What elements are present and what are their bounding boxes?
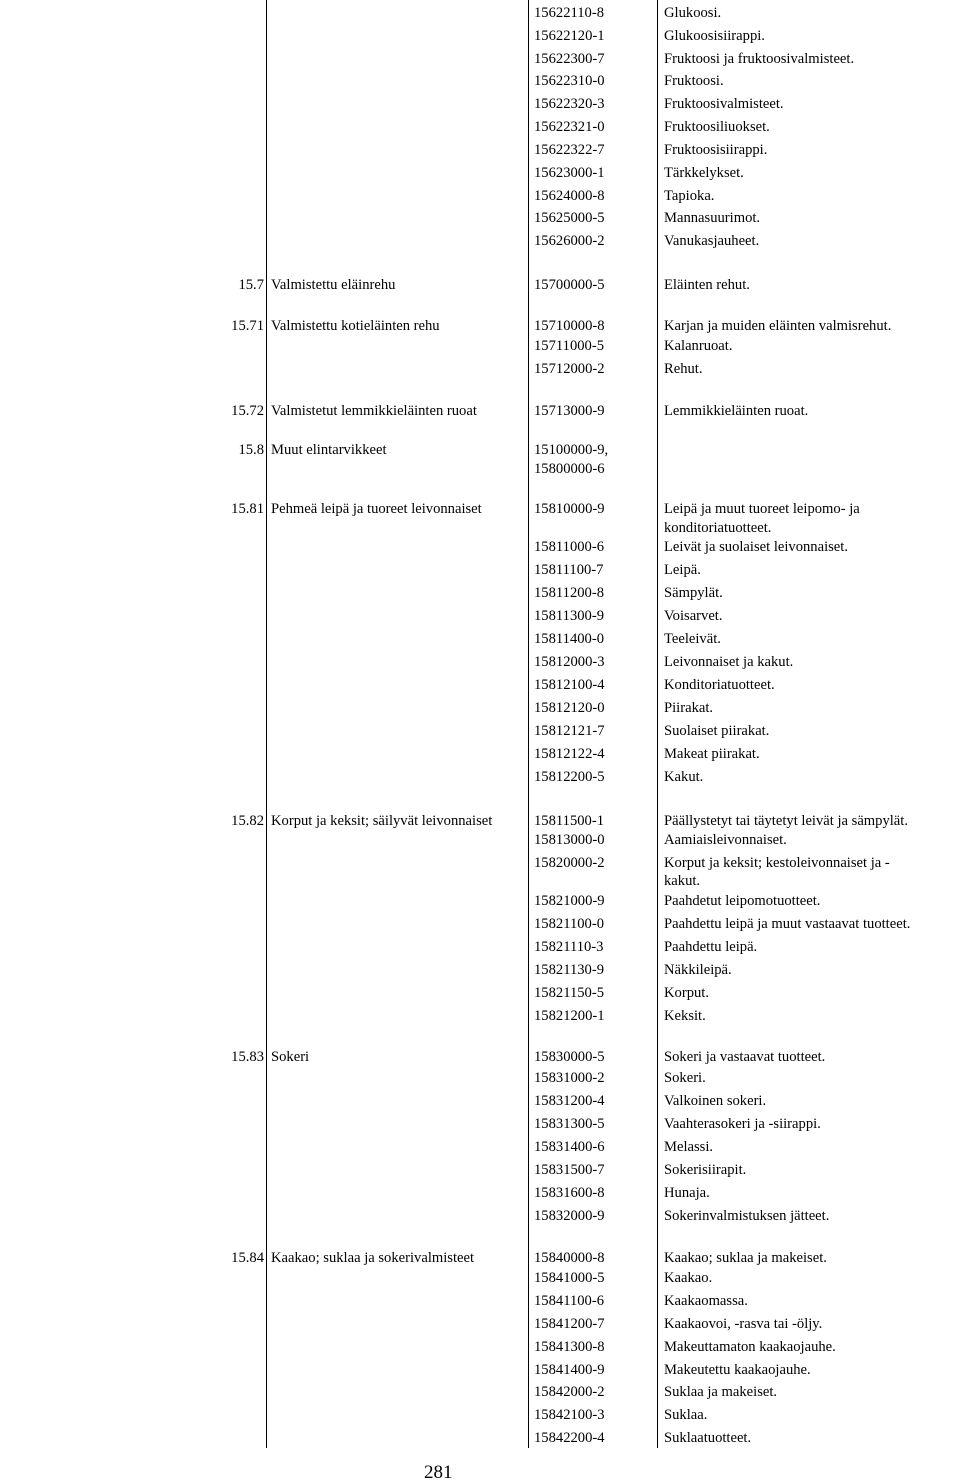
cpv-description: Fruktoosiliuokset. <box>664 119 770 135</box>
cpv-code: 15821130-9 <box>534 962 604 978</box>
cpv-description: Suolaiset piirakat. <box>664 723 770 739</box>
cpv-code: 15812120-0 <box>534 700 605 716</box>
cpv-description: Kakut. <box>664 769 704 785</box>
cpv-description: Paahdetut leipomotuotteet. <box>664 893 821 909</box>
cpv-description: Karjan ja muiden eläinten valmisrehut. <box>664 318 892 334</box>
cpv-description: Makeutettu kaakaojauhe. <box>664 1362 811 1378</box>
cpv-description: Tärkkelykset. <box>664 165 744 181</box>
cpv-description: Vaahterasokeri ja -siirappi. <box>664 1116 821 1132</box>
cpv-code: 15831500-7 <box>534 1162 605 1178</box>
section-name: Valmistetut lemmikkieläinten ruoat <box>271 403 477 419</box>
cpv-code: 15831000-2 <box>534 1070 605 1086</box>
cpv-description: Kaakao. <box>664 1270 713 1286</box>
cpv-description: Suklaa ja makeiset. <box>664 1384 778 1400</box>
section-name: Korput ja keksit; säilyvät leivonnaiset <box>271 813 493 829</box>
cpv-code: 15842100-3 <box>534 1407 605 1423</box>
cpv-description: Paahdettu leipä ja muut vastaavat tuotteet. <box>664 916 911 932</box>
cpv-code: 15812122-4 <box>534 746 605 762</box>
cpv-code: 15812200-5 <box>534 769 605 785</box>
cpv-code: 15841400-9 <box>534 1362 605 1378</box>
cpv-description: Fruktoosi ja fruktoosivalmisteet. <box>664 51 855 67</box>
cpv-code: 15842200-4 <box>534 1430 605 1446</box>
cpv-description: Suklaatuotteet. <box>664 1430 752 1446</box>
section-number: 15.83 <box>231 1049 264 1065</box>
cpv-code: 15811400-0 <box>534 631 604 647</box>
cpv-description: Voisarvet. <box>664 608 723 624</box>
section-number: 15.7 <box>238 277 264 293</box>
cpv-code: 15811000-6 <box>534 539 604 555</box>
cpv-description: Melassi. <box>664 1139 714 1155</box>
cpv-code: 15830000-5 <box>534 1049 605 1065</box>
column-divider-num <box>266 0 267 1448</box>
section-name: Valmistettu kotieläinten rehu <box>271 318 440 334</box>
cpv-code: 15820000-2 <box>534 855 605 871</box>
cpv-description: Sokeri. <box>664 1070 706 1086</box>
cpv-code: 15622300-7 <box>534 51 605 67</box>
section-number: 15.82 <box>231 813 264 829</box>
cpv-description: Valkoinen sokeri. <box>664 1093 767 1109</box>
section-number: 15.84 <box>231 1250 264 1266</box>
cpv-code: 15624000-8 <box>534 188 605 204</box>
cpv-description: Korput ja keksit; kestoleivonnaiset ja - <box>664 855 890 871</box>
cpv-code: 15841200-7 <box>534 1316 605 1332</box>
section-name: Pehmeä leipä ja tuoreet leivonnaiset <box>271 501 482 517</box>
cpv-description: Eläinten rehut. <box>664 277 750 293</box>
cpv-description: Sokeri ja vastaavat tuotteet. <box>664 1049 826 1065</box>
cpv-description: Teeleivät. <box>664 631 721 647</box>
cpv-description: Kaakaovoi, -rasva tai -öljy. <box>664 1316 823 1332</box>
cpv-description: Hunaja. <box>664 1185 710 1201</box>
section-number: 15.72 <box>231 403 264 419</box>
cpv-description: Glukoosisiirappi. <box>664 28 765 44</box>
cpv-code: 15713000-9 <box>534 403 605 419</box>
cpv-code: 15842000-2 <box>534 1384 605 1400</box>
cpv-description: Piirakat. <box>664 700 714 716</box>
section-name: Kaakao; suklaa ja sokerivalmisteet <box>271 1250 475 1266</box>
cpv-code: 15710000-8 <box>534 318 605 334</box>
cpv-description: Makeat piirakat. <box>664 746 760 762</box>
cpv-description: Sämpylät. <box>664 585 723 601</box>
cpv-description: Fruktoosi. <box>664 73 724 89</box>
cpv-code: 15831200-4 <box>534 1093 605 1109</box>
cpv-description: Makeuttamaton kaakaojauhe. <box>664 1339 836 1355</box>
cpv-code: 15811200-8 <box>534 585 604 601</box>
cpv-code: 15623000-1 <box>534 165 605 181</box>
cpv-code: 15811300-9 <box>534 608 604 624</box>
cpv-description: Rehut. <box>664 361 703 377</box>
cpv-code: 15821000-9 <box>534 893 605 909</box>
section-number: 15.81 <box>231 501 264 517</box>
cpv-description: Sokerinvalmistuksen jätteet. <box>664 1208 830 1224</box>
cpv-description: Kaakaomassa. <box>664 1293 748 1309</box>
cpv-description: kakut. <box>664 873 701 889</box>
cpv-description: Suklaa. <box>664 1407 708 1423</box>
section-name: Muut elintarvikkeet <box>271 442 387 458</box>
cpv-code: 15841300-8 <box>534 1339 605 1355</box>
section-number: 15.8 <box>238 442 264 458</box>
cpv-code: 15812100-4 <box>534 677 605 693</box>
cpv-description: Aamiaisleivonnaiset. <box>664 832 787 848</box>
cpv-code: 15812000-3 <box>534 654 605 670</box>
cpv-code: 15622110-8 <box>534 5 604 21</box>
cpv-code: 15625000-5 <box>534 210 605 226</box>
page-number: 281 <box>424 1462 453 1483</box>
cpv-description: Kalanruoat. <box>664 338 733 354</box>
cpv-code: 15821100-0 <box>534 916 604 932</box>
cpv-code: 15841000-5 <box>534 1270 605 1286</box>
cpv-description: Vanukasjauheet. <box>664 233 760 249</box>
cpv-description: Glukoosi. <box>664 5 722 21</box>
cpv-code: 15622321-0 <box>534 119 605 135</box>
cpv-description: Näkkileipä. <box>664 962 732 978</box>
column-divider-name <box>528 0 529 1448</box>
cpv-description: Leipä. <box>664 562 701 578</box>
section-name: Valmistettu eläinrehu <box>271 277 396 293</box>
cpv-code: 15626000-2 <box>534 233 605 249</box>
cpv-code: 15831600-8 <box>534 1185 605 1201</box>
column-divider-code <box>657 0 658 1448</box>
cpv-code: 15831300-5 <box>534 1116 605 1132</box>
cpv-description: Kaakao; suklaa ja makeiset. <box>664 1250 827 1266</box>
cpv-description: Päällystetyt tai täytetyt leivät ja sämpylät. <box>664 813 908 829</box>
cpv-description: Tapioka. <box>664 188 715 204</box>
cpv-description: Konditoriatuotteet. <box>664 677 775 693</box>
cpv-code: 15622320-3 <box>534 96 605 112</box>
cpv-description: konditoriatuotteet. <box>664 520 772 536</box>
cpv-description: Sokerisiirapit. <box>664 1162 747 1178</box>
cpv-code: 15821110-3 <box>534 939 604 955</box>
cpv-code: 15622120-1 <box>534 28 605 44</box>
cpv-code: 15700000-5 <box>534 277 605 293</box>
cpv-code: 15813000-0 <box>534 832 605 848</box>
cpv-code: 15831400-6 <box>534 1139 605 1155</box>
cpv-code: 15811100-7 <box>534 562 604 578</box>
cpv-code: 15821150-5 <box>534 985 604 1001</box>
cpv-description: Leivonnaiset ja kakut. <box>664 654 794 670</box>
section-number: 15.71 <box>231 318 264 334</box>
cpv-description: Fruktoosivalmisteet. <box>664 96 784 112</box>
cpv-description: Lemmikkieläinten ruoat. <box>664 403 809 419</box>
cpv-code: 15711000-5 <box>534 338 604 354</box>
cpv-description: Mannasuurimot. <box>664 210 761 226</box>
cpv-description: Paahdettu leipä. <box>664 939 758 955</box>
cpv-code: 15841100-6 <box>534 1293 604 1309</box>
cpv-code: 15800000-6 <box>534 461 605 477</box>
cpv-code: 15712000-2 <box>534 361 605 377</box>
cpv-code: 15812121-7 <box>534 723 605 739</box>
cpv-code: 15622310-0 <box>534 73 605 89</box>
cpv-code: 15811500-1 <box>534 813 604 829</box>
cpv-description: Fruktoosisiirappi. <box>664 142 768 158</box>
cpv-description: Leivät ja suolaiset leivonnaiset. <box>664 539 848 555</box>
cpv-code: 15840000-8 <box>534 1250 605 1266</box>
cpv-code: 15100000-9, <box>534 442 609 458</box>
cpv-code: 15810000-9 <box>534 501 605 517</box>
cpv-description: Keksit. <box>664 1008 706 1024</box>
cpv-code: 15832000-9 <box>534 1208 605 1224</box>
cpv-description: Korput. <box>664 985 709 1001</box>
cpv-code: 15622322-7 <box>534 142 605 158</box>
cpv-description: Leipä ja muut tuoreet leipomo- ja <box>664 501 860 517</box>
cpv-code: 15821200-1 <box>534 1008 605 1024</box>
section-name: Sokeri <box>271 1049 310 1065</box>
